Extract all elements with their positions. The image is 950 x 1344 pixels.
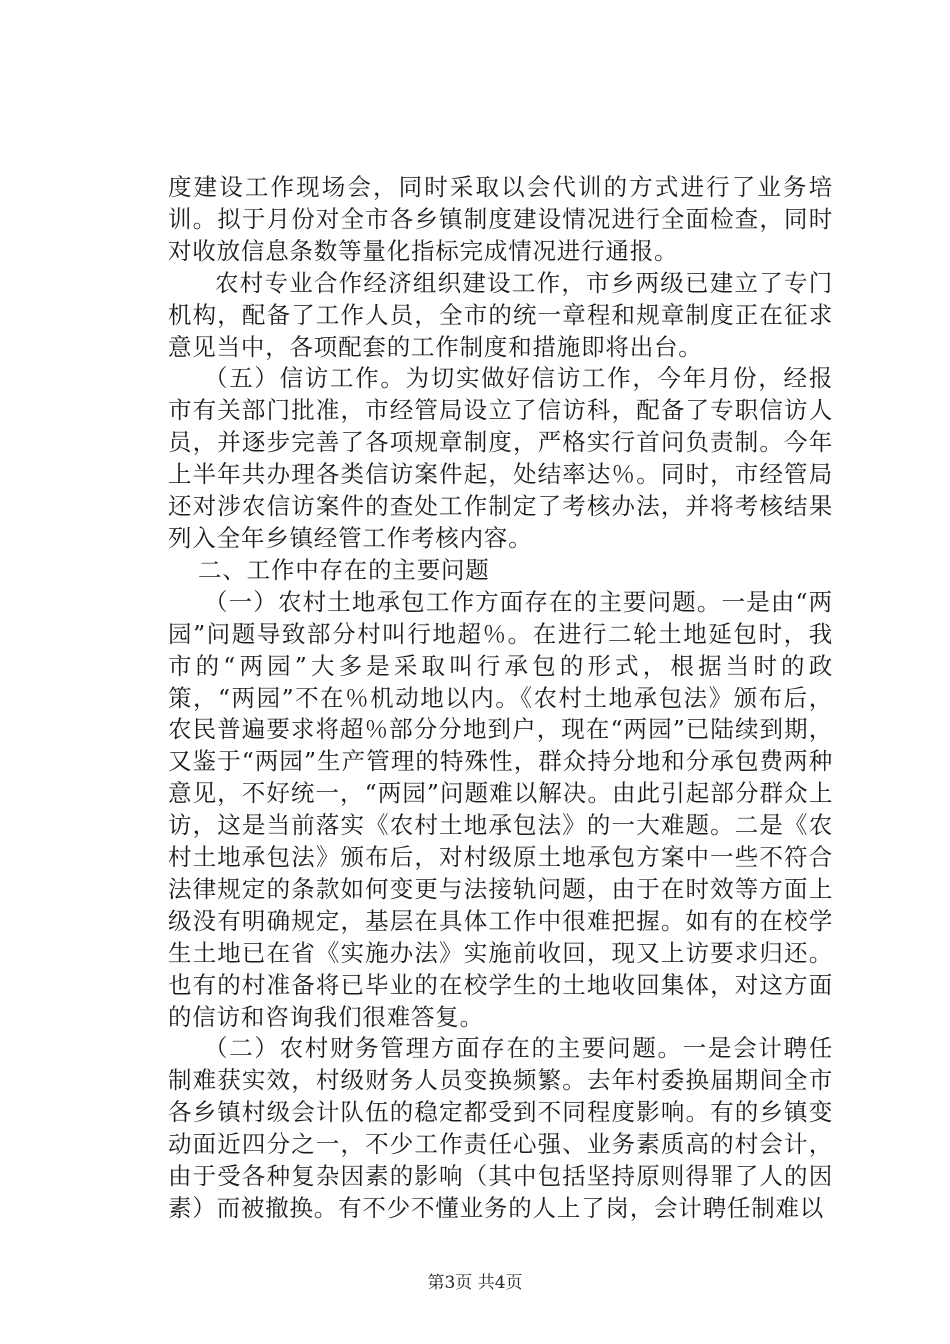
section-heading-main-problems: 二、工作中存在的主要问题 <box>198 555 490 584</box>
paragraph-cooperative-organizations: 农村专业合作经济组织建设工作，市乡两级已建立了专门机构，配备了工作人员，全市的统一章程和规章制度正在征求意见当中，各项配套的工作制度和措施即将出台。 <box>168 268 833 361</box>
page-footer: 第3页 共4页 <box>427 1273 523 1293</box>
paragraph-land-contract-problems: （一）农村土地承包工作方面存在的主要问题。一是由“两园”问题导致部分村叫行地超％。在进行二轮土地延包时，我市的“两园”大多是采取叫行承包的形式，根据当时的政策，“两园”不在％机动地以内。《农村土地承包法》颁布后，农民普遍要求将超％部分分地到户，现在“两园”已陆续到期，又鉴于“两园”生产管理的特殊性，群众持分地和分承包费两种意见，不好统一，“两园”问题难以解决。由此引起部分群众上访，这是当前落实《农村土地承包法》的一大难题。二是《农村土地承包法》颁布后，对村级原土地承包方案中一些不符合法律规定的条款如何变更与法接轨问题，由于在时效等方面上级没有明确规定，基层在具体工作中很难把握。如有的在校学生土地已在省《实施办法》实施前收回，现又上访要求归还。也有的村准备将已毕业的在校学生的土地收回集体，对这方面的信访和咨询我们很难答复。 <box>168 587 833 1031</box>
paragraph-finance-management-problems: （二）农村财务管理方面存在的主要问题。一是会计聘任制难获实效，村级财务人员变换频繁。去年村委换届期间全市各乡镇村级会计队伍的稳定都受到不同程度影响。有的乡镇变动面近四分之一，不少工作责任心强、业务素质高的村会计，由于受各种复杂因素的影响（其中包括坚持原则得罪了人的因素）而被撤换。有不少不懂业务的人上了岗，会计聘任制难以 <box>168 1034 833 1222</box>
document-body <box>168 172 833 1225</box>
paragraph-petition-work: （五）信访工作。为切实做好信访工作，今年月份，经报市有关部门批准，市经管局设立了信访科，配备了专职信访人员，并逐步完善了各项规章制度，严格实行首问负责制。今年上半年共办理各类信访案件起，处结率达％。同时，市经管局还对涉农信访案件的查处工作制定了考核办法，并将考核结果列入全年乡镇经管工作考核内容。 <box>168 364 833 552</box>
paragraph-continuation: 度建设工作现场会，同时采取以会代训的方式进行了业务培训。拟于月份对全市各乡镇制度建设情况进行全面检查，同时对收放信息条数等量化指标完成情况进行通报。 <box>168 173 833 265</box>
